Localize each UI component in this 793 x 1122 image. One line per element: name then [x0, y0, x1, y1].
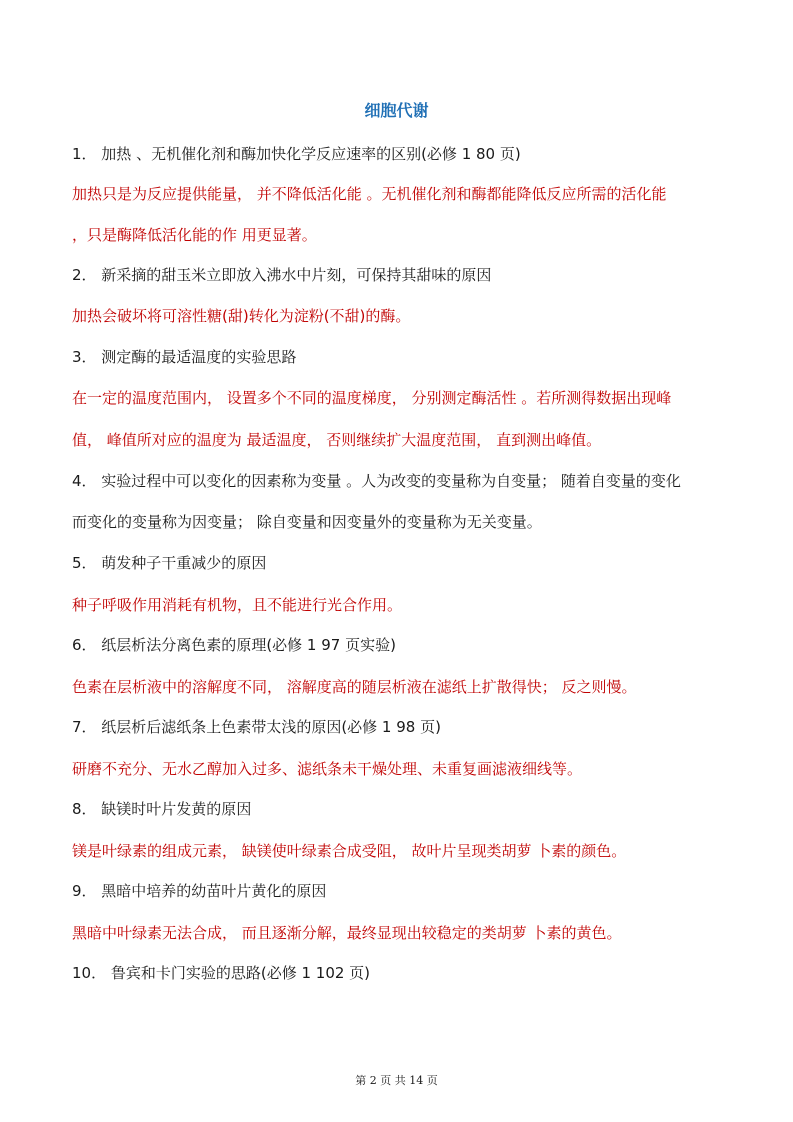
- text-line: 3． 测定酶的最适温度的实验思路: [72, 348, 297, 366]
- text-line: 黑暗中叶绿素无法合成， 而且逐渐分解，最终显现出较稳定的类胡萝 卜素的黄色。: [72, 924, 622, 942]
- page-footer: 第 2 页 共 14 页: [355, 1074, 438, 1087]
- text-line: 研磨不充分、无水乙醇加入过多、滤纸条未干燥处理、未重复画滤液细线等。: [72, 760, 583, 778]
- page-title: 细胞代谢: [364, 101, 429, 120]
- text-line: 2． 新采摘的甜玉米立即放入沸水中片刻，可保持其甜味的原因: [72, 266, 492, 284]
- text-line: 10． 鲁宾和卡门实验的思路(必修 1 102 页): [72, 964, 371, 982]
- text-line: 4． 实验过程中可以变化的因素称为变量 。人为改变的变量称为自变量； 随着自变量的变化: [72, 472, 681, 490]
- text-line: 1． 加热 、无机催化剂和酶加快化学反应速率的区别(必修 1 80 页): [72, 145, 521, 163]
- text-line: ，只是酶降低活化能的作 用更显著。: [72, 226, 317, 244]
- text-line: 种子呼吸作用消耗有机物，且不能进行光合作用。: [72, 596, 403, 614]
- text-line: 色素在层析液中的溶解度不同， 溶解度高的随层析液在滤纸上扩散得快； 反之则慢。: [72, 678, 637, 696]
- text-line: 镁是叶绿素的组成元素， 缺镁使叶绿素合成受阻， 故叶片呈现类胡萝 卜素的颜色。: [72, 842, 627, 860]
- text-line: 5． 萌发种子干重减少的原因: [72, 554, 267, 572]
- text-line: 8． 缺镁时叶片发黄的原因: [72, 800, 252, 818]
- text-line: 值， 峰值所对应的温度为 最适温度， 否则继续扩大温度范围， 直到测出峰值。: [72, 431, 602, 449]
- text-line: 9． 黑暗中培养的幼苗叶片黄化的原因: [72, 882, 327, 900]
- text-line: 在一定的温度范围内， 设置多个不同的温度梯度， 分别测定酶活性 。若所测得数据出现峰: [72, 389, 672, 407]
- text-line: 而变化的变量称为因变量； 除自变量和因变量外的变量称为无关变量。: [72, 513, 542, 531]
- text-line: 加热会破坏将可溶性糖(甜)转化为淀粉(不甜)的酶。: [72, 307, 411, 325]
- text-line: 7． 纸层析后滤纸条上色素带太浅的原因(必修 1 98 页): [72, 718, 441, 736]
- text-line: 6． 纸层析法分离色素的原理(必修 1 97 页实验): [72, 636, 396, 654]
- text-line: 加热只是为反应提供能量， 并不降低活化能 。无机催化剂和酶都能降低反应所需的活化能: [72, 185, 667, 203]
